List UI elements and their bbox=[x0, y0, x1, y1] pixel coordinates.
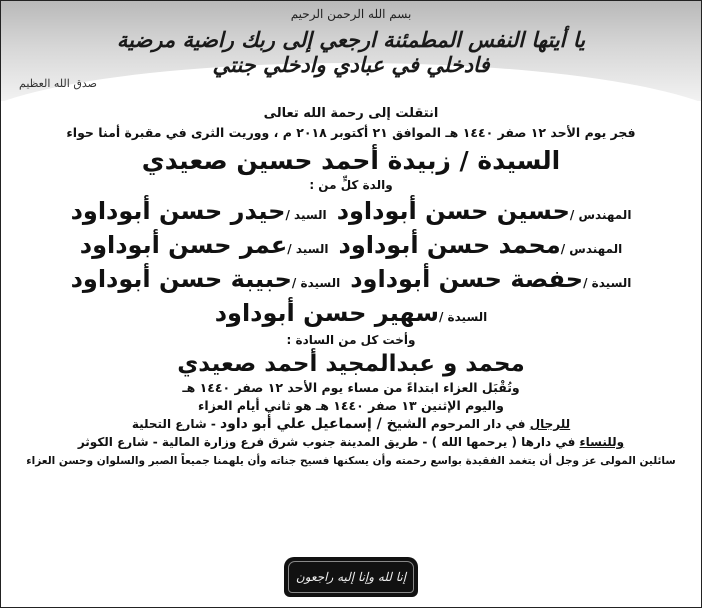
child-title: السيدة / bbox=[291, 276, 341, 290]
child-name: عمر حسن أبوداود bbox=[79, 231, 288, 259]
intro-line-1: انتقلت إلى رحمة الله تعالى bbox=[263, 106, 439, 121]
sister-of-label: وأخت كل من السادة : bbox=[286, 333, 416, 347]
basmala: بسم الله الرحمن الرحيم bbox=[290, 7, 412, 21]
child-name: حفصة حسن أبوداود bbox=[350, 265, 584, 293]
condolence-line-1: وتُقْبَل العزاء ابتداءً من مساء يوم الأحد ١٢ صفر ١٤٤٠ هـ bbox=[182, 380, 520, 395]
children-row-3 bbox=[11, 261, 691, 295]
women-label: وللنساء bbox=[579, 435, 625, 449]
child-name: محمد حسن أبوداود bbox=[338, 231, 561, 259]
deceased-name: السيدة / زبيدة أحمد حسين صعيدي bbox=[141, 146, 561, 175]
condolence-line-2: واليوم الإثنين ١٣ صفر ١٤٤٠ هـ هو ثاني أيام العزاء bbox=[198, 398, 504, 413]
mother-of-label: والدة كلٍّ من : bbox=[309, 178, 393, 192]
child-title: السيد / bbox=[285, 208, 327, 222]
child-title: المهندس / bbox=[560, 242, 623, 256]
child-name: حبيبة حسن أبوداود bbox=[70, 265, 292, 293]
child-title: السيدة / bbox=[583, 276, 632, 290]
child-name: حيدر حسن أبوداود bbox=[70, 197, 286, 225]
sadaqa-text: صدق الله العظيم bbox=[19, 77, 97, 90]
child-title: السيد / bbox=[287, 242, 329, 256]
men-condolence-location bbox=[11, 415, 691, 433]
plaque-text: إنا لله وإنا إليه راجعون bbox=[295, 570, 407, 584]
child-title: السيدة / bbox=[438, 310, 488, 324]
closing-prayer: سائلين المولى عز وجل أن يتغمد الفقيدة بواسع رحمته وأن يسكنها فسيح جناته وأن يلهمنا جميعاً الصبر والسلوان وحسن العزاء bbox=[26, 455, 676, 467]
brothers-names: محمد و عبدالمجيد أحمد صعيدي bbox=[177, 351, 525, 377]
notice-body bbox=[11, 105, 691, 470]
children-row-2 bbox=[11, 227, 691, 261]
men-host: الشيخ / إسماعيل علي أبو داود bbox=[220, 416, 427, 432]
men-text-before: في دار المرحوم bbox=[430, 417, 526, 431]
women-text: في دارها ( يرحمها الله ) - طريق المدينة جنوب شرق فرع وزارة المالية - شارع الكوثر bbox=[77, 435, 576, 449]
child-name: حسين حسن أبوداود bbox=[336, 197, 570, 225]
child-title: المهندس / bbox=[569, 208, 632, 222]
child-name: سهير حسن أبوداود bbox=[214, 299, 439, 327]
men-text-after: - شارع التحلية bbox=[131, 417, 216, 431]
men-label: للرجال bbox=[529, 417, 571, 431]
calligraphy-plaque bbox=[284, 557, 418, 597]
intro-line-2: فجر يوم الأحد ١٢ صفر ١٤٤٠ هـ الموافق ٢١ أكتوبر ٢٠١٨ م ، ووريت الثرى في مقبرة أمنا حواء bbox=[66, 125, 636, 140]
header-banner bbox=[1, 1, 701, 101]
children-row-1 bbox=[11, 193, 691, 227]
quran-verse: يا أيتها النفس المطمئنة ارجعي إلى ربك راضية مرضية فادخلي في عبادي وادخلي جنتي bbox=[116, 27, 586, 77]
women-condolence-location bbox=[11, 433, 691, 451]
